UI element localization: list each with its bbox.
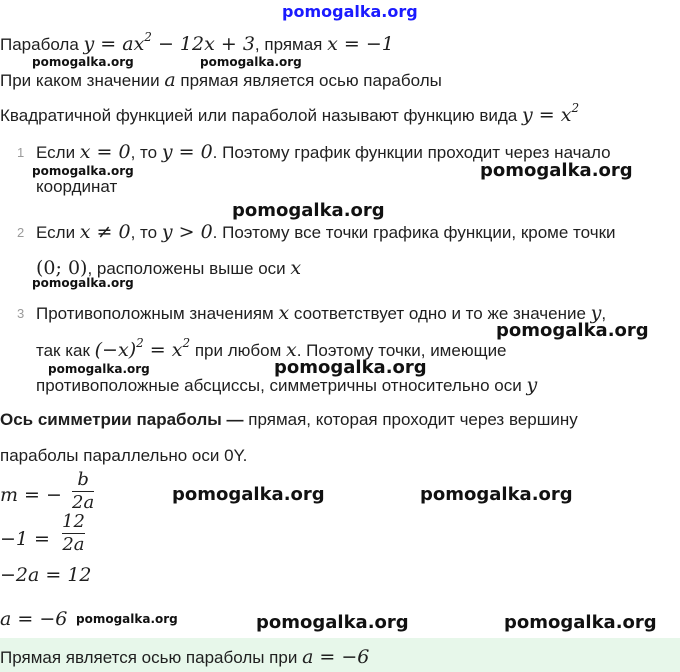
parabola-equation: $y = ax^2 - 12x + 3$	[83, 30, 255, 55]
watermark: pomogalka.org	[496, 320, 649, 341]
solution-line-1-lhs: m = −	[0, 484, 62, 506]
list-item-continued: противоположные абсциссы, симметричны относительно оси y	[36, 374, 538, 396]
list-item: Противоположным значениям x соответствует одно и то же значение y,	[36, 302, 607, 324]
watermark: pomogalka.org	[76, 612, 178, 626]
solution-line-4: a = −6	[0, 608, 68, 630]
watermark: pomogalka.org	[48, 362, 150, 376]
question: При каком значении a прямая является осью параболы	[0, 69, 442, 91]
watermark: pomogalka.org	[232, 200, 385, 221]
watermark: pomogalka.org	[420, 484, 573, 505]
solution-line-2-lhs: −1 =	[0, 528, 50, 550]
watermark-top: pomogalka.org	[282, 2, 418, 21]
watermark: pomogalka.org	[200, 55, 302, 69]
line-word: , прямая	[254, 35, 328, 54]
symmetry-definition-continued: параболы параллельно оси 0Y.	[0, 446, 248, 465]
watermark: pomogalka.org	[480, 160, 633, 181]
solution-fraction-1: b 2a	[72, 469, 95, 513]
line-equation: x = −1	[327, 33, 394, 55]
watermark: pomogalka.org	[256, 612, 409, 633]
list-item: Если x ≠ 0, то y > 0. Поэтому все точки графика функции, кроме точки	[36, 221, 616, 243]
intro-line	[0, 30, 394, 56]
list-item: Если x = 0, то y = 0. Поэтому график функции проходит через начало	[36, 141, 611, 163]
list-item-continued: так как $(-x)^2 = x^2$ при любом x. Поэтому точки, имеющие	[36, 336, 507, 361]
parabola-word: Парабола	[0, 35, 79, 54]
answer-text: Прямая является осью параболы при a = −6	[0, 646, 370, 668]
solution-line-3: −2a = 12	[0, 564, 92, 586]
watermark: pomogalka.org	[32, 164, 134, 178]
watermark: pomogalka.org	[504, 612, 657, 633]
definition: Квадратичной функцией или параболой называют функцию вида $y = x^2$	[0, 101, 580, 126]
solution-fraction-2: 12 2a	[62, 511, 85, 555]
list-number: 1	[17, 145, 25, 160]
symmetry-definition: Ось симметрии параболы — прямая, которая проходит через вершину	[0, 410, 578, 429]
watermark: pomogalka.org	[274, 357, 427, 378]
answer-equation: a = −6	[302, 646, 370, 668]
watermark: pomogalka.org	[32, 276, 134, 290]
list-number: 2	[17, 225, 25, 240]
answer-box	[0, 638, 680, 672]
watermark: pomogalka.org	[32, 55, 134, 69]
list-item-continued: координат	[36, 177, 118, 196]
list-number: 3	[17, 306, 25, 321]
list-item-continued: (0; 0), расположены выше оси x	[36, 257, 302, 279]
watermark: pomogalka.org	[172, 484, 325, 505]
